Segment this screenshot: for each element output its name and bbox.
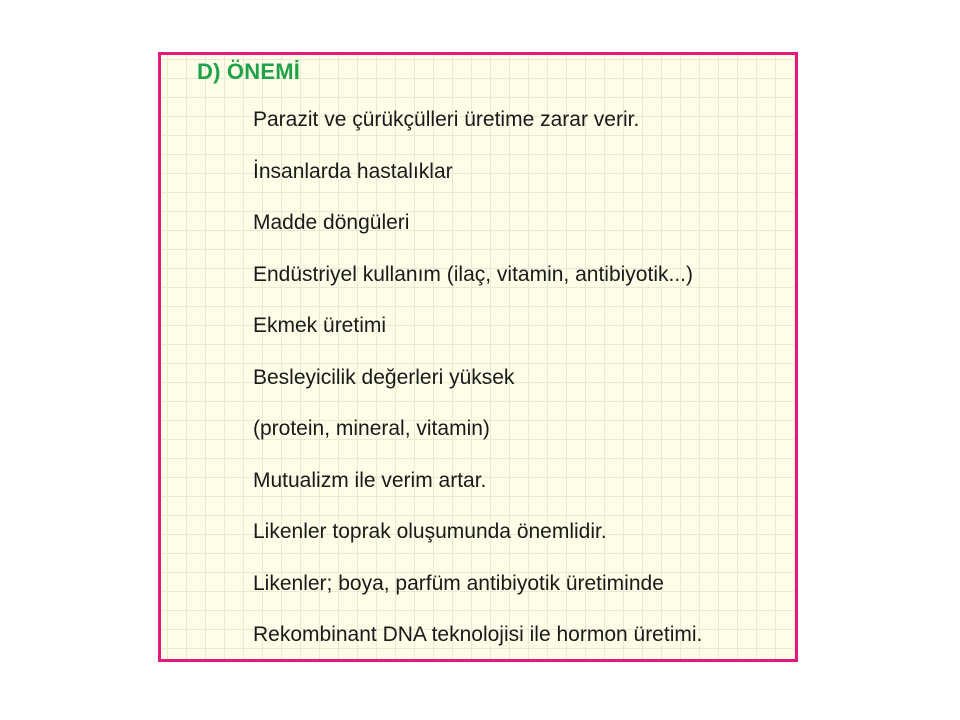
section-title: D) ÖNEMİ bbox=[197, 59, 301, 84]
list-item: Mutualizm ile verim artar. bbox=[253, 468, 487, 492]
list-item: (protein, mineral, vitamin) bbox=[253, 417, 490, 440]
list-item: İnsanlarda hastalıklar bbox=[253, 159, 453, 183]
list-item: Endüstriyel kullanım (ilaç, vitamin, antibiyotik...) bbox=[253, 262, 693, 286]
list-item: Rekombinant DNA teknolojisi ile hormon üretimi. bbox=[253, 623, 703, 646]
list-item: Parazit ve çürükçülleri üretime zarar verir. bbox=[253, 108, 640, 131]
slide-frame bbox=[158, 52, 798, 662]
content-list bbox=[253, 105, 702, 672]
list-item: Madde döngüleri bbox=[253, 211, 410, 234]
list-item: Likenler; boya, parfüm antibiyotik üretiminde bbox=[253, 571, 664, 595]
list-item: Besleyicilik değerleri yüksek bbox=[253, 365, 515, 389]
list-item: Likenler toprak oluşumunda önemlidir. bbox=[253, 520, 607, 543]
list-item: Ekmek üretimi bbox=[253, 314, 387, 337]
